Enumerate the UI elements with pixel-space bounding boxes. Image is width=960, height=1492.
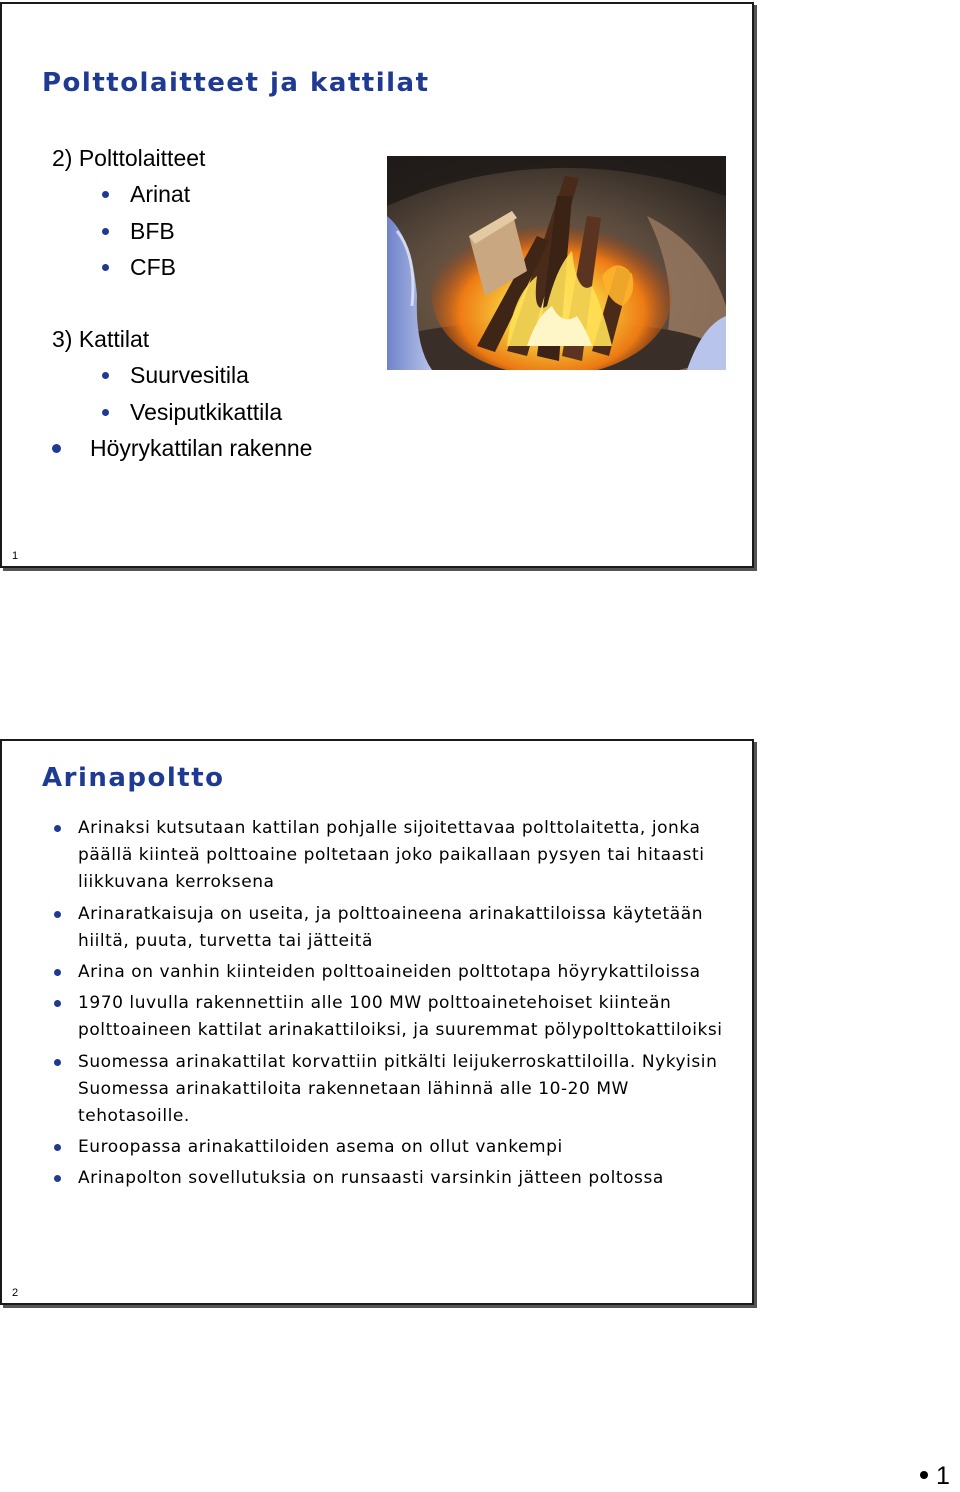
fire-photo-image [387, 156, 726, 370]
fire-photo [387, 156, 726, 370]
slide-title: Arinapoltto [42, 763, 225, 793]
outline-item: Suurvesitila [52, 357, 312, 393]
page-number [920, 1462, 950, 1491]
bullet-item: 1970 luvulla rakennettiin alle 100 MW polttoainetehoiset kiinteän polttoaineen kattilat arinakattiloiksi, ja suuremmat pölypolttokattiloiksi [52, 990, 742, 1044]
outline-section-heading: 2) Polttolaitteet [52, 145, 206, 171]
slide-number: 1 [12, 550, 19, 562]
slide-title: Polttolaitteet ja kattilat [42, 68, 430, 98]
bullet-item: Arinapolton sovellutuksia on runsaasti varsinkin jätteen poltossa [52, 1165, 742, 1192]
outline-item: Vesiputkikattila [52, 394, 312, 430]
outline-bullet: Höyrykattilan rakenne [52, 430, 312, 466]
outline-item: BFB [52, 213, 312, 249]
outline-section-heading: 3) Kattilat [52, 326, 150, 353]
bullet-item: Arinaratkaisuja on useita, ja polttoaineena arinakattiloissa käytetään hiiltä, puuta, turvetta tai jätteitä [52, 901, 742, 955]
bullet-item: Arinaksi kutsutaan kattilan pohjalle sijoitettavaa polttolaitetta, jonka päällä kiinteä polttoaine poltetaan joko paikallaan pysyen tai hitaasti liikkuvana kerroksena [52, 815, 742, 897]
page-number-text: 1 [936, 1462, 950, 1490]
outline [52, 140, 312, 466]
bullet-item: Suomessa arinakattilat korvattiin pitkälti leijukerroskattiloilla. Nykyisin Suomessa arinakattiloita rakennetaan lähinnä alle 10-20 MW tehotasoille. [52, 1049, 742, 1131]
outline-item: Arinat [52, 176, 312, 212]
bullet-dot-icon [920, 1471, 928, 1479]
slide-2 [0, 739, 754, 1305]
outline-item: CFB [52, 249, 312, 285]
bullet-list [52, 815, 742, 1197]
bullet-item: Arina on vanhin kiinteiden polttoaineiden polttotapa höyrykattiloissa [52, 959, 742, 986]
bullet-item: Euroopassa arinakattiloiden asema on ollut vankempi [52, 1134, 742, 1161]
slide-number: 2 [12, 1287, 19, 1299]
slide-1 [0, 2, 754, 568]
